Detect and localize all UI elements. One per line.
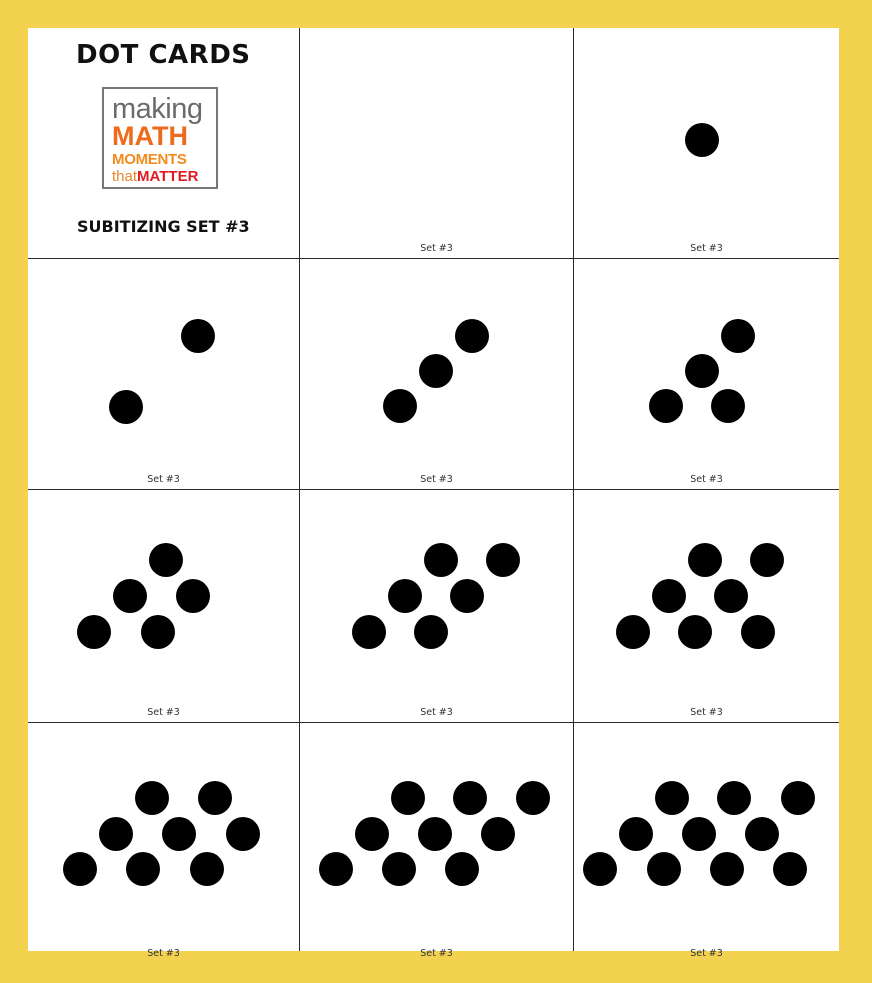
dot-card-4: [574, 259, 839, 489]
dot: [773, 852, 807, 886]
dot-card-1: [574, 28, 839, 258]
dot-card-sheet: [28, 28, 839, 959]
logo-word-math: MATH: [112, 121, 188, 151]
dot-card-8: [28, 723, 299, 959]
dot: [688, 543, 722, 577]
dot: [445, 852, 479, 886]
dot: [710, 852, 744, 886]
dot: [63, 852, 97, 886]
dot-card-6: [300, 490, 573, 722]
dot: [486, 543, 520, 577]
title-card: [28, 28, 299, 258]
dot: [741, 615, 775, 649]
dot: [619, 817, 653, 851]
dot: [383, 389, 417, 423]
dot: [685, 354, 719, 388]
card-set-label: Set #3: [690, 707, 723, 718]
set-subtitle: SUBITIZING SET #3: [77, 217, 250, 236]
dot: [745, 817, 779, 851]
dot: [388, 579, 422, 613]
dot-card-10: [574, 723, 839, 959]
dot: [391, 781, 425, 815]
card-set-label: Set #3: [147, 474, 180, 485]
dot: [652, 579, 686, 613]
dot: [109, 390, 143, 424]
card-set-label: Set #3: [690, 948, 723, 959]
dot: [352, 615, 386, 649]
logo-line-that-matter: [112, 169, 198, 184]
dot: [721, 319, 755, 353]
dot: [717, 781, 751, 815]
dot: [414, 615, 448, 649]
logo-word-that: that: [112, 168, 138, 185]
dot: [181, 319, 215, 353]
dot: [450, 579, 484, 613]
dot: [481, 817, 515, 851]
dot: [135, 781, 169, 815]
dot: [714, 579, 748, 613]
logo-word-making: making: [112, 93, 203, 125]
dot: [455, 319, 489, 353]
dot: [382, 852, 416, 886]
card-set-label: Set #3: [690, 243, 723, 254]
dot: [424, 543, 458, 577]
dot: [516, 781, 550, 815]
dot: [616, 615, 650, 649]
dot: [126, 852, 160, 886]
dot-card-5: [28, 490, 299, 722]
dot-card-7: [574, 490, 839, 722]
dot: [647, 852, 681, 886]
dot: [176, 579, 210, 613]
dot: [453, 781, 487, 815]
dot-card-3: [300, 259, 573, 489]
logo-word-matter: MATTER: [137, 168, 199, 185]
card-set-label: Set #3: [147, 948, 180, 959]
dot: [162, 817, 196, 851]
dot: [190, 852, 224, 886]
dot-card-2: [28, 259, 299, 489]
dot: [649, 389, 683, 423]
card-set-label: Set #3: [420, 243, 453, 254]
dot: [77, 615, 111, 649]
dot: [781, 781, 815, 815]
logo-word-moments: MOMENTS: [112, 151, 187, 168]
dot: [419, 354, 453, 388]
dot-card-9: [300, 723, 573, 959]
dot: [113, 579, 147, 613]
dot: [141, 615, 175, 649]
dot: [149, 543, 183, 577]
dot: [226, 817, 260, 851]
dot: [198, 781, 232, 815]
dot: [655, 781, 689, 815]
dot: [583, 852, 617, 886]
dot: [678, 615, 712, 649]
dot-card-0: [300, 28, 573, 258]
card-set-label: Set #3: [420, 474, 453, 485]
card-set-label: Set #3: [690, 474, 723, 485]
dot: [319, 852, 353, 886]
card-set-label: Set #3: [147, 707, 180, 718]
dot: [685, 123, 719, 157]
dot: [418, 817, 452, 851]
page-title: DOT CARDS: [76, 40, 251, 70]
dot: [711, 389, 745, 423]
making-math-moments-logo: [102, 87, 218, 189]
dot: [99, 817, 133, 851]
card-set-label: Set #3: [420, 948, 453, 959]
dot: [355, 817, 389, 851]
dot: [750, 543, 784, 577]
dot: [682, 817, 716, 851]
card-set-label: Set #3: [420, 707, 453, 718]
